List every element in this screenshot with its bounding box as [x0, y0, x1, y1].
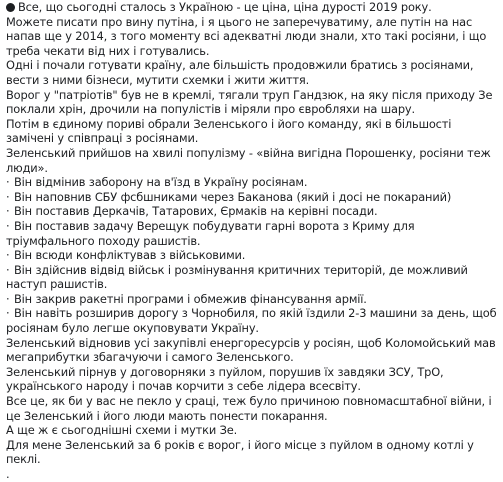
bullet-dot-icon: · — [6, 306, 10, 321]
bullet-item: · Він відмінив заборону на в'їзд в Україну росіянам. — [6, 175, 308, 190]
post-line: Все це, як би у вас не пекло у сраці, теж було причиною повномасштабної війни, і це Зеленський і його люди мають понести покарання. — [6, 394, 492, 423]
bullet-dot-icon: · — [6, 175, 10, 190]
bullet-dot-icon: · — [6, 248, 10, 263]
bullet-item: · Він здійснив відвід військ і розмінування критичних територій, де можливий наступ рашистів. — [6, 262, 468, 292]
bullet-dot-icon: · — [6, 262, 10, 277]
bullet-dot-icon: · — [6, 189, 10, 204]
post-trailing-dot: . — [6, 467, 10, 481]
black-circle-icon — [6, 3, 15, 12]
bullet-item: · Він поставив Деркачів, Татарових, Єрмаків на керівні посади. — [6, 204, 378, 219]
post-line: Для мене Зеленський за 6 років є ворог, і його місце з пуйлом в одному котлі у пеклі. — [6, 437, 474, 467]
post-line: Можете писати про вину путіна, і я цього не заперечуватиму, але путін на нас напав ще у 2014, з того моменту всі адекватні люди знали, хто такі росіяни, і що треба чекати від них і готувались. — [6, 14, 487, 58]
post-text — [6, 0, 497, 482]
bullet-item: · Він наповнив СБУ фсбшниками через Баканова (який і досі не покараний) — [6, 189, 452, 204]
post-line: А ще ж є сьогоднішні схеми і мутки Зе. — [6, 423, 238, 438]
bullet-item: · Він всюди конфліктував з військовими. — [6, 248, 246, 263]
bullet-item: · Він поставив задачу Верещук побудувати гарні ворота з Криму для тріумфального походу рашистів. — [6, 218, 415, 248]
bullet-dot-icon: · — [6, 204, 10, 219]
post-line-intro: Все, що сьогодні сталось з Україною - це ціна, ціна дурості 2019 року. — [6, 0, 497, 15]
post-line: Одні і почали готувати країну, але більшість продовжили братись з росіянами, вести з ними бізнеси, мутити схемки і жити життя. — [6, 58, 474, 87]
post-line: Зеленський пірнув у договорняки з пуйлом, порушив їх завдяки ЗСУ, ТрО, українського народу і почав корчити з себе лідера всесвіту. — [6, 364, 444, 394]
bullet-item: · Він закрив ракетні програми і обмежив фінансування армії. — [6, 291, 367, 306]
post-line: Ворог у "патріотів" був не в кремлі, тягали труп Гандзюк, на яку після приходу Зе поклали хрін, дрочили на популістів і міряли про євробляхи на шару. — [6, 87, 493, 117]
bullet-dot-icon: · — [6, 291, 10, 306]
post-line: Зеленський прийшов на хвилі популізму - «війна вигідна Порошенку, росіяни теж люди». — [6, 145, 491, 175]
bullet-item: · Він навіть розширив дорогу з Чорнобиля, по якій їздили 2-3 машини за день, щоб росіянам було легше окуповувати Україну. — [6, 306, 497, 336]
post-line: Потім в єдиному пориві обрали Зеленського і його команду, які в більшості замічені у співпраці з росіянами. — [6, 116, 452, 146]
post-line: Зеленський відновив усі закупівлі енергоресурсів у росіян, щоб Коломойський мав мегаприбутки збагачуючи і самого Зеленського. — [6, 335, 496, 365]
bullet-dot-icon: · — [6, 218, 10, 233]
